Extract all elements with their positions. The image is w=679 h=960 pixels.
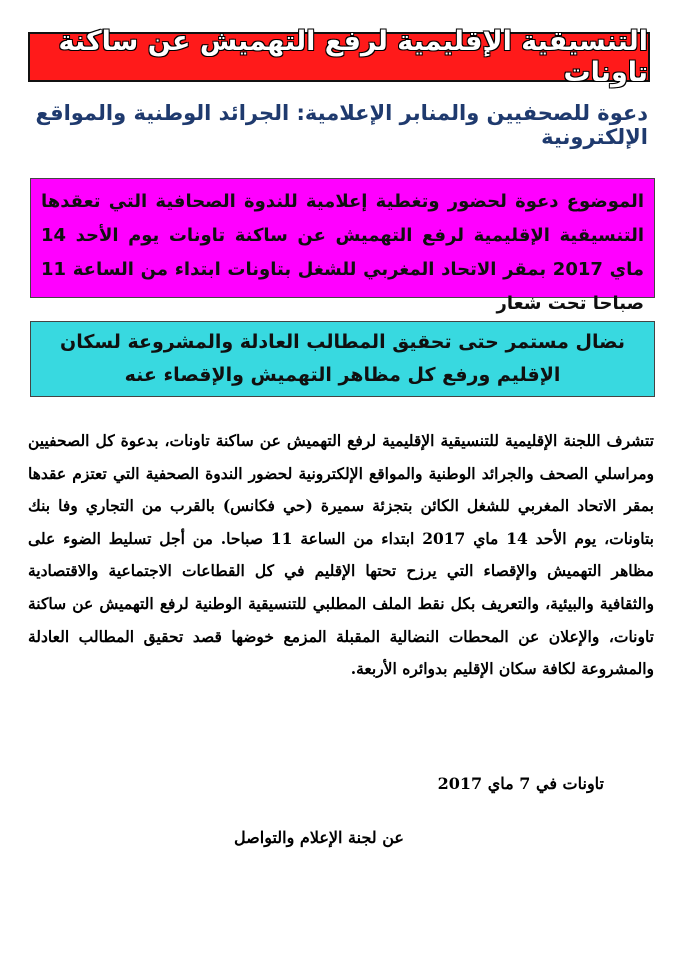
title-text: التنسيقية الإقليمية لرفع التهميش عن ساكنة تاونات	[58, 26, 648, 88]
invitation-heading: دعوة للصحفيين والمنابر الإعلامية: الجرائد الوطنية والمواقع الإلكترونية	[35, 101, 648, 149]
slogan-box	[30, 321, 655, 397]
title-banner	[28, 26, 650, 88]
signature: عن لجنة الإعلام والتواصل	[234, 828, 404, 847]
body-paragraph: تتشرف اللجنة الإقليمية للتنسيقية الإقليمية لرفع التهميش عن ساكنة تاونات، بدعوة كل الصحفيين ومراسلي الصحف والجرائد الوطنية والمواقع الإلكترونية لحضور الندوة الصحفية التي تعتزم عقدها بمقر الاتحاد المغربي للشغل الكائن بتجزئة سميرة (حي فكانس) بالقرب من التجاري وفا بنك بتاونات، يوم الأحد 14 ماي 2017 ابتداء من الساعة 11 صباحا. من أجل تسليط الضوء على مظاهر التهميش والإقصاء التي يرزح تحتها الإقليم في كل القطاعات الاجتماعية والاقتصادية والثقافية والبيئية، والتعريف بكل نقط الملف المطلبي للتنسيقية الوطنية لرفع التهميش عن ساكنة تاونات، والإعلان عن المحطات النضالية المقبلة المزمع خوضها قصد تحقيق المطالب العادلة والمشروعة لكافة سكان الإقليم بدوائره الأربعة.	[28, 431, 654, 679]
date-line: تاونات في 7 ماي 2017	[437, 774, 604, 793]
slogan-text: نضال مستمر حتى تحقيق المطالب العادلة والمشروعة لسكان الإقليم ورفع كل مظاهر التهميش والإقصاء عنه	[60, 331, 625, 386]
subject-box	[30, 178, 655, 314]
subject-text: الموضوع دعوة لحضور وتغطية إعلامية للندوة الصحافية التي تعقدها التنسيقية الإقليمية لرفع التهميش عن ساكنة تاونات يوم الأحد 14 ماي 2017 بمقر الاتحاد المغربي للشغل بتاونات ابتداء من الساعة 11 صباحا تحت شعار	[41, 191, 644, 314]
